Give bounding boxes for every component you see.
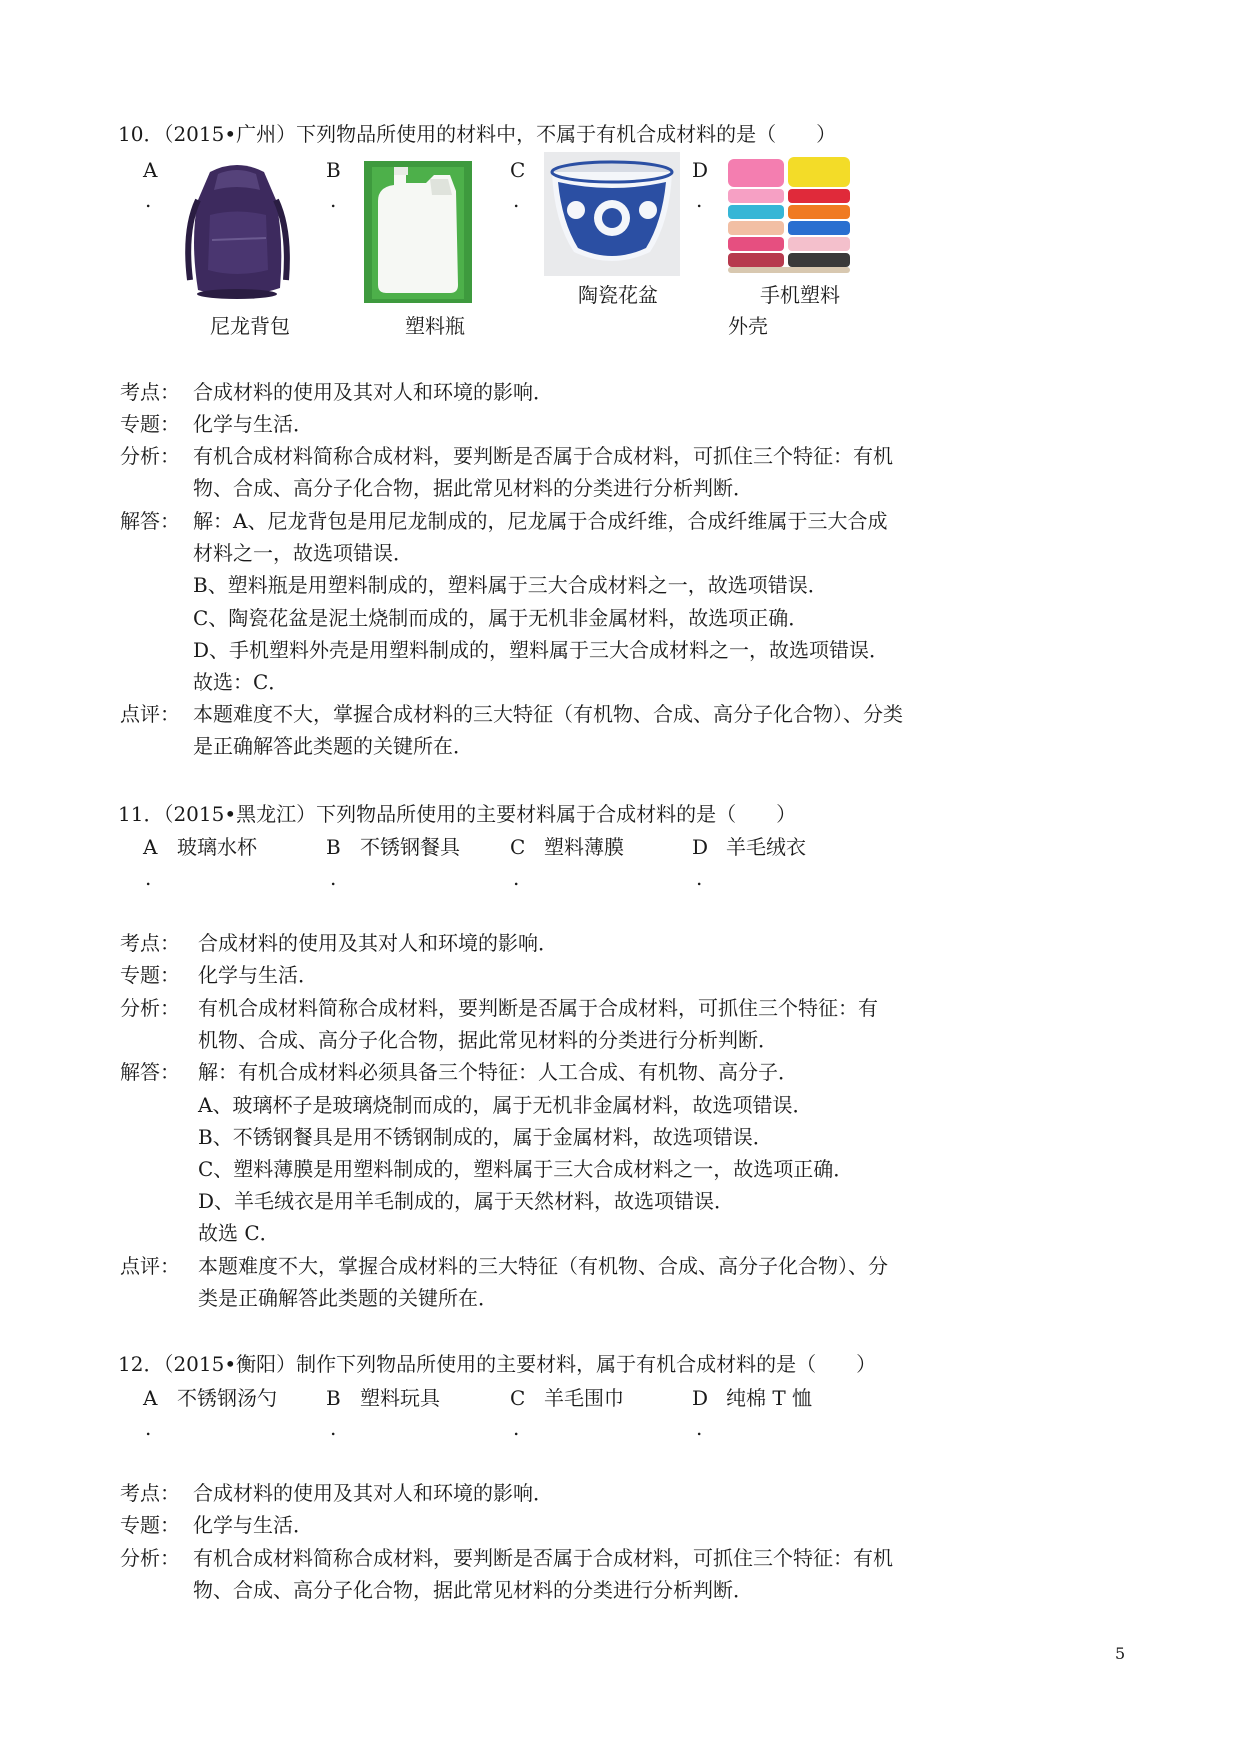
q10-option-a-dot: . — [145, 188, 152, 212]
q11-kaodian-label: 考点： — [120, 931, 180, 955]
q11-dianping-label: 点评： — [120, 1254, 180, 1278]
page-number: 5 — [1115, 1644, 1126, 1663]
q11-zhuanti-text: 化学与生活． — [198, 963, 318, 987]
q11-dianping-line: 类是正确解答此类题的关键所在． — [198, 1286, 498, 1310]
q10-option-a-caption: 尼龙背包 — [210, 314, 290, 338]
nylon-backpack-image — [180, 160, 295, 302]
q10-zhuanti-label: 专题： — [120, 412, 180, 436]
q10-dianping-label: 点评： — [120, 702, 180, 726]
q12-option-d-letter: D — [692, 1386, 709, 1410]
q10-dianping-line: 是正确解答此类题的关键所在． — [193, 734, 473, 758]
q10-jieda-label: 解答： — [120, 509, 180, 533]
q12-option-a-letter: A — [143, 1386, 158, 1410]
q11-option-c-text: 塑料薄膜 — [544, 835, 624, 859]
q11-zhuanti-label: 专题： — [120, 963, 180, 987]
q11-jieda-line: 故选 C． — [198, 1221, 280, 1245]
q10-jieda-line: 解：A、尼龙背包是用尼龙制成的，尼龙属于合成纤维，合成纤维属于三大合成 — [193, 509, 888, 533]
q10-option-d-caption-line1: 手机塑料 — [760, 283, 840, 307]
q10-fenxi-line: 有机合成材料简称合成材料，要判断是否属于合成材料，可抓住三个特征：有机 — [193, 444, 893, 468]
q11-option-c-letter: C — [510, 835, 526, 859]
q10-jieda-line: 材料之一，故选项错误． — [193, 541, 413, 565]
q11-jieda-line: A、玻璃杯子是玻璃烧制而成的，属于无机非金属材料，故选项错误． — [198, 1093, 813, 1117]
q11-option-b-dot: . — [330, 866, 337, 890]
q11-option-a-dot: . — [145, 866, 152, 890]
q11-fenxi-line: 有机合成材料简称合成材料，要判断是否属于合成材料，可抓住三个特征：有 — [198, 996, 878, 1020]
q11-jieda-line: C、塑料薄膜是用塑料制成的，塑料属于三大合成材料之一，故选项正确． — [198, 1157, 854, 1181]
q12-zhuanti-text: 化学与生活． — [193, 1513, 313, 1537]
q11-jieda-line: D、羊毛绒衣是用羊毛制成的，属于天然材料，故选项错误． — [198, 1189, 735, 1213]
q11-jieda-line: B、不锈钢餐具是用不锈钢制成的，属于金属材料，故选项错误． — [198, 1125, 773, 1149]
q10-fenxi-label: 分析： — [120, 444, 180, 468]
q11-jieda-line: 解：有机合成材料必须具备三个特征：人工合成、有机物、高分子． — [198, 1060, 798, 1084]
q11-option-d-letter: D — [692, 835, 709, 859]
q10-zhuanti-text: 化学与生活． — [193, 412, 313, 436]
q12-option-c-letter: C — [510, 1386, 526, 1410]
q10-option-c-letter: C — [510, 158, 526, 182]
q10-kaodian-label: 考点： — [120, 380, 180, 404]
q11-option-d-dot: . — [696, 866, 703, 890]
q10-dianping-line: 本题难度不大，掌握合成材料的三大特征（有机物、合成、高分子化合物）、分类 — [193, 702, 903, 726]
q10-option-c-caption: 陶瓷花盆 — [578, 283, 658, 307]
q12-option-d-dot: . — [696, 1416, 703, 1440]
q10-option-b-caption: 塑料瓶 — [405, 314, 465, 338]
q10-stem: 10．（2015•广州）下列物品所使用的材料中，不属于有机合成材料的是（ ） — [118, 122, 837, 146]
q10-option-b-dot: . — [330, 188, 337, 212]
q12-fenxi-line: 物、合成、高分子化合物，据此常见材料的分类进行分析判断． — [193, 1578, 753, 1602]
q11-stem: 11．（2015•黑龙江）下列物品所使用的主要材料属于合成材料的是（ ） — [118, 802, 797, 826]
q12-fenxi-line: 有机合成材料简称合成材料，要判断是否属于合成材料，可抓住三个特征：有机 — [193, 1546, 893, 1570]
q11-fenxi-line: 机物、合成、高分子化合物，据此常见材料的分类进行分析判断． — [198, 1028, 778, 1052]
q12-kaodian-text: 合成材料的使用及其对人和环境的影响． — [193, 1481, 553, 1505]
q12-option-b-text: 塑料玩具 — [360, 1386, 440, 1410]
q12-fenxi-label: 分析： — [120, 1546, 180, 1570]
q11-option-a-letter: A — [143, 835, 158, 859]
q12-option-a-text: 不锈钢汤勺 — [177, 1386, 277, 1410]
q10-option-b-letter: B — [326, 158, 341, 182]
q10-fenxi-line: 物、合成、高分子化合物，据此常见材料的分类进行分析判断． — [193, 476, 753, 500]
q11-fenxi-label: 分析： — [120, 996, 180, 1020]
q10-option-a-letter: A — [143, 158, 158, 182]
q10-option-d-caption-line2: 外壳 — [728, 314, 768, 338]
q10-kaodian-text: 合成材料的使用及其对人和环境的影响． — [193, 380, 553, 404]
q10-jieda-line: D、手机塑料外壳是用塑料制成的，塑料属于三大合成材料之一，故选项错误． — [193, 638, 890, 662]
q12-option-d-text: 纯棉 T 恤 — [726, 1386, 813, 1410]
q10-option-d-letter: D — [692, 158, 709, 182]
q12-kaodian-label: 考点： — [120, 1481, 180, 1505]
q12-option-a-dot: . — [145, 1416, 152, 1440]
q10-option-d-dot: . — [696, 188, 703, 212]
q10-jieda-line: B、塑料瓶是用塑料制成的，塑料属于三大合成材料之一，故选项错误． — [193, 573, 828, 597]
q11-option-b-letter: B — [326, 835, 341, 859]
q12-option-b-dot: . — [330, 1416, 337, 1440]
q11-option-a-text: 玻璃水杯 — [177, 835, 257, 859]
plastic-bottle-image — [364, 161, 472, 303]
porcelain-flowerpot-image — [544, 152, 680, 276]
q10-option-c-dot: . — [513, 188, 520, 212]
q12-option-c-text: 羊毛围巾 — [544, 1386, 624, 1410]
q10-jieda-line: C、陶瓷花盆是泥土烧制而成的，属于无机非金属材料，故选项正确． — [193, 606, 809, 630]
q12-option-c-dot: . — [513, 1416, 520, 1440]
phone-plastic-cases-image — [724, 155, 856, 277]
q11-option-c-dot: . — [513, 866, 520, 890]
q12-zhuanti-label: 专题： — [120, 1513, 180, 1537]
q12-stem: 12．（2015•衡阳）制作下列物品所使用的主要材料，属于有机合成材料的是（ ） — [118, 1352, 877, 1376]
q11-option-b-text: 不锈钢餐具 — [360, 835, 460, 859]
q10-jieda-line: 故选：C． — [193, 670, 289, 694]
q12-option-b-letter: B — [326, 1386, 341, 1410]
q11-option-d-text: 羊毛绒衣 — [726, 835, 806, 859]
q11-kaodian-text: 合成材料的使用及其对人和环境的影响． — [198, 931, 558, 955]
q11-dianping-line: 本题难度不大，掌握合成材料的三大特征（有机物、合成、高分子化合物）、分 — [198, 1254, 888, 1278]
q11-jieda-label: 解答： — [120, 1060, 180, 1084]
